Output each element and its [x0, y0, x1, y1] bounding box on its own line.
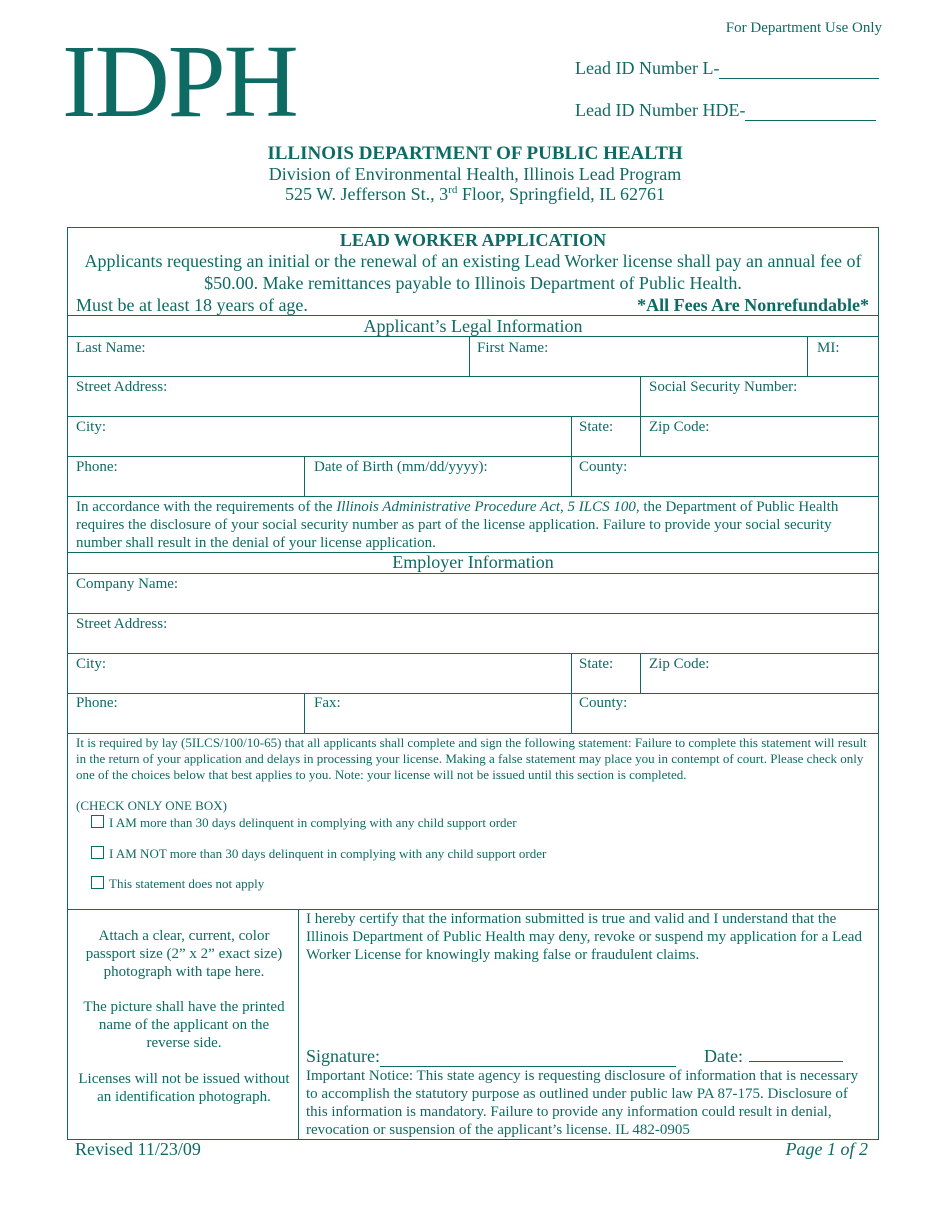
checkbox-not-delinquent[interactable] — [91, 846, 104, 859]
middle-initial-field[interactable]: MI: — [817, 340, 840, 356]
idph-logo: IDPH — [62, 24, 297, 139]
option-not-apply[interactable]: This statement does not apply — [91, 876, 891, 892]
date-field[interactable] — [749, 1045, 843, 1062]
employer-fax-field[interactable]: Fax: — [314, 695, 341, 711]
division-name: Division of Environmental Health, Illinois Lead Program — [268, 164, 682, 184]
department-name: ILLINOIS DEPARTMENT OF PUBLIC HEALTH — [267, 143, 683, 164]
employer-section-title: Employer Information — [392, 552, 554, 572]
ssn-field[interactable]: Social Security Number: — [649, 379, 798, 395]
company-name-field[interactable]: Company Name: — [76, 576, 179, 592]
last-name-field[interactable]: Last Name: — [76, 340, 146, 356]
employer-county-field[interactable]: County: — [579, 695, 628, 711]
date-label: Date: — [704, 1046, 743, 1066]
employer-zip-field[interactable]: Zip Code: — [649, 656, 710, 672]
department-address: 525 W. Jefferson St., 3rd Floor, Springfield, IL 62761 — [285, 184, 665, 204]
form-title: LEAD WORKER APPLICATION — [339, 230, 607, 250]
lead-id-hde-field[interactable] — [745, 102, 876, 121]
lead-id-l — [575, 58, 879, 79]
lead-id-hde-label: Lead ID Number HDE- — [575, 100, 746, 120]
signature-label: Signature: — [306, 1046, 380, 1066]
fee-notice: Applicants requesting an initial or the renewal of an existing Lead Worker license shall pay an annual fee of $50.00. Make remittances payable to Illinois Department of Public Health. — [84, 251, 862, 293]
employer-street-field[interactable]: Street Address: — [76, 616, 168, 632]
important-notice: Important Notice: This state agency is requesting disclosure of information that is necessary to accomplish the statutory purpose as outlined under public law PA 87-175. Disclosure of this information is mandatory. Failure to provide any information could result in denial, revocation or suspension of the applicant’s license. IL 482-0905 — [306, 1068, 859, 1138]
photo-instructions: Attach a clear, current, color passport size (2” x 2” exact size) photograph with tape here. — [85, 928, 283, 980]
check-one-label: (CHECK ONLY ONE BOX) — [76, 798, 227, 813]
option-delinquent[interactable]: I AM more than 30 days delinquent in complying with any child support order — [91, 815, 891, 831]
lead-id-l-label: Lead ID Number L- — [575, 58, 720, 78]
dob-field[interactable]: Date of Birth (mm/dd/yyyy): — [314, 459, 488, 475]
page-number: Page 1 of 2 — [785, 1139, 868, 1159]
signature-line — [306, 1045, 871, 1067]
ssn-disclosure-notice: In accordance with the requirements of the Illinois Administrative Procedure Act, 5 ILCS 100, the Department of Public Health requires the disclosure of your social security number as part of the license application. Failure to provide your social security number shall result in the denial of your license application. — [76, 499, 839, 551]
age-requirement: Must be at least 18 years of age. — [76, 295, 308, 315]
street-address-field[interactable]: Street Address: — [76, 379, 168, 395]
phone-field[interactable]: Phone: — [76, 459, 118, 475]
state-field[interactable]: State: — [579, 419, 614, 435]
checkbox-not-apply[interactable] — [91, 876, 104, 889]
application-form — [67, 227, 879, 1140]
certification-statement: I hereby certify that the information submitted is true and valid and I understand that the Illinois Department of Public Health may deny, revoke or suspend my application for a Lead Worker License for knowingly making false or fraudulent claims. — [306, 911, 862, 963]
lead-id-hde — [575, 100, 876, 121]
child-support-statement: It is required by lay (5ILCS/100/10-65) that all applicants shall complete and sign the following statement: Failure to complete this statement will result in the return of your application and delays in processing your license. Making a false statement may place you in contempt of court. Please check only one of the choices below that best applies to you. Note: your license will not be issued until this section is completed. — [76, 735, 867, 782]
nonrefundable-notice: *All Fees Are Nonrefundable* — [637, 295, 869, 315]
applicant-section-title: Applicant’s Legal Information — [363, 316, 583, 336]
lead-id-l-field[interactable] — [719, 60, 879, 79]
employer-phone-field[interactable]: Phone: — [76, 695, 118, 711]
option-not-delinquent[interactable]: I AM NOT more than 30 days delinquent in complying with any child support order — [91, 846, 891, 862]
checkbox-delinquent[interactable] — [91, 815, 104, 828]
city-field[interactable]: City: — [76, 419, 107, 435]
revised-date: Revised 11/23/09 — [75, 1139, 201, 1159]
photo-name-instructions: The picture shall have the printed name of the applicant on the reverse side. — [83, 999, 285, 1051]
employer-city-field[interactable]: City: — [76, 656, 107, 672]
signature-field[interactable] — [380, 1050, 676, 1067]
photo-required-notice: Licenses will not be issued without an identification photograph. — [78, 1071, 290, 1105]
department-use-label: For Department Use Only — [725, 20, 882, 36]
county-field[interactable]: County: — [579, 459, 628, 475]
zip-field[interactable]: Zip Code: — [649, 419, 710, 435]
first-name-field[interactable]: First Name: — [477, 340, 549, 356]
employer-state-field[interactable]: State: — [579, 656, 614, 672]
